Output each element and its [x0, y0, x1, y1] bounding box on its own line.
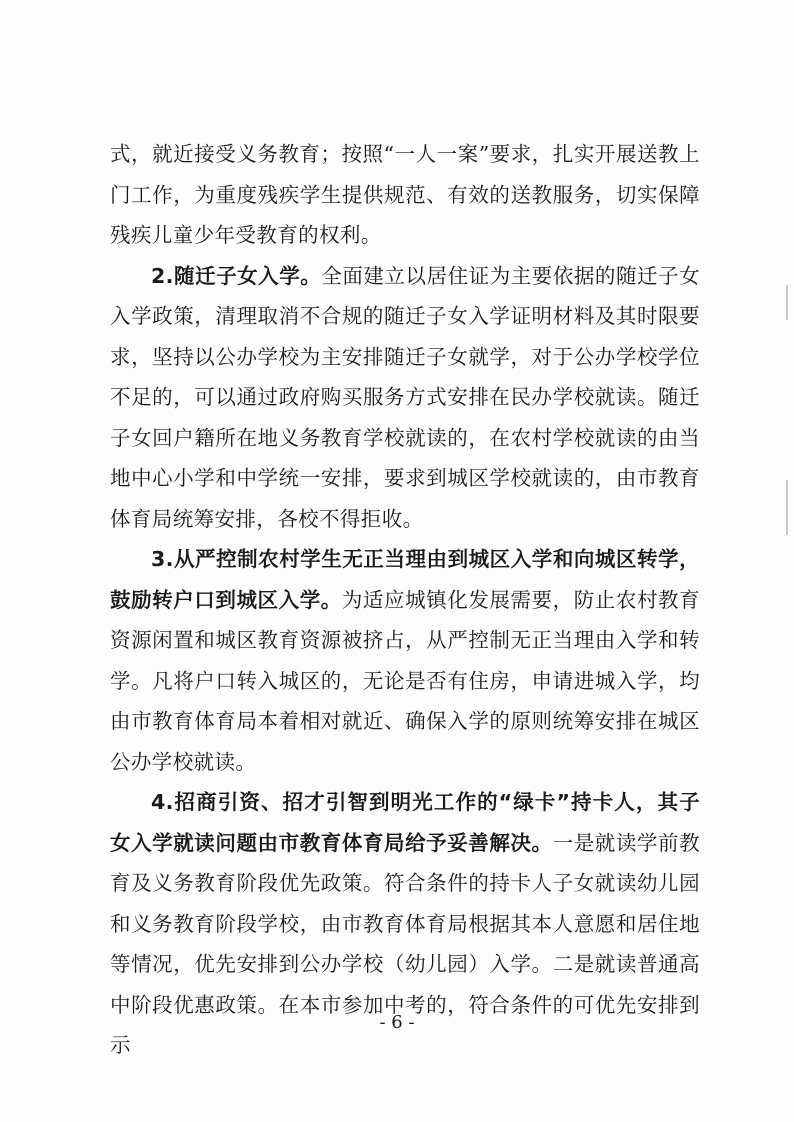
paragraph-heading: 3.从严控制农村学生无正当理由到城区入学和向城区转学，鼓励转户口到城区入学。	[110, 547, 700, 612]
paragraph-heading: 4.招商引资、招才引智到明光工作的“绿卡”持卡人，其子女入学就读问题由市教育体育局给予妥善解决。	[110, 790, 700, 855]
paragraph-migrant-children	[110, 256, 700, 540]
paragraph-heading: 2.随迁子女入学。	[151, 263, 322, 288]
paragraph-body: 全面建立以居住证为主要依据的随迁子女入学政策，清理取消不合规的随迁子女入学证明材料及其时限要求，坚持以公办学校为主安排随迁子女就学，对于公办学校学位不足的，可以通过政府购买服务方式安排在民办学校就读。随迁子女回户籍所在地义务教育学校就读的，在农村学校就读的由当地中心小学和中学统一安排，要求到城区学校就读的，由市教育体育局统筹安排，各校不得拒收。	[110, 263, 701, 531]
paragraph-body: 式，就近接受义务教育；按照“一人一案”要求，扎实开展送教上门工作，为重度残疾学生提供规范、有效的送教服务，切实保障残疾儿童少年受教育的权利。	[110, 142, 700, 247]
page-number: - 6 -	[379, 1012, 415, 1033]
paragraph-rural-transfer	[110, 539, 700, 782]
paragraph-continuation	[110, 134, 700, 256]
scan-artifact-line	[786, 480, 788, 535]
paragraph-body: 一是就读学前教育及义务教育阶段优先政策。符合条件的持卡人子女就读幼儿园和义务教育阶段学校，由市教育体育局根据其本人意愿和居住地等情况，优先安排到公办学校（幼儿园）入学。二是就读普通高中阶段优惠政策。在本市参加中考的，符合条件的可优先安排到示	[110, 830, 700, 1057]
scan-artifact-line	[786, 285, 788, 320]
paragraph-body: 为适应城镇化发展需要，防止农村教育资源闲置和城区教育资源被挤占，从严控制无正当理由入学和转学。凡将户口转入城区的，无论是否有住房，申请进城入学，均由市教育体育局本着相对就近、确保入学的原则统筹安排在城区公办学校就读。	[110, 587, 700, 774]
body-text	[110, 134, 700, 1066]
